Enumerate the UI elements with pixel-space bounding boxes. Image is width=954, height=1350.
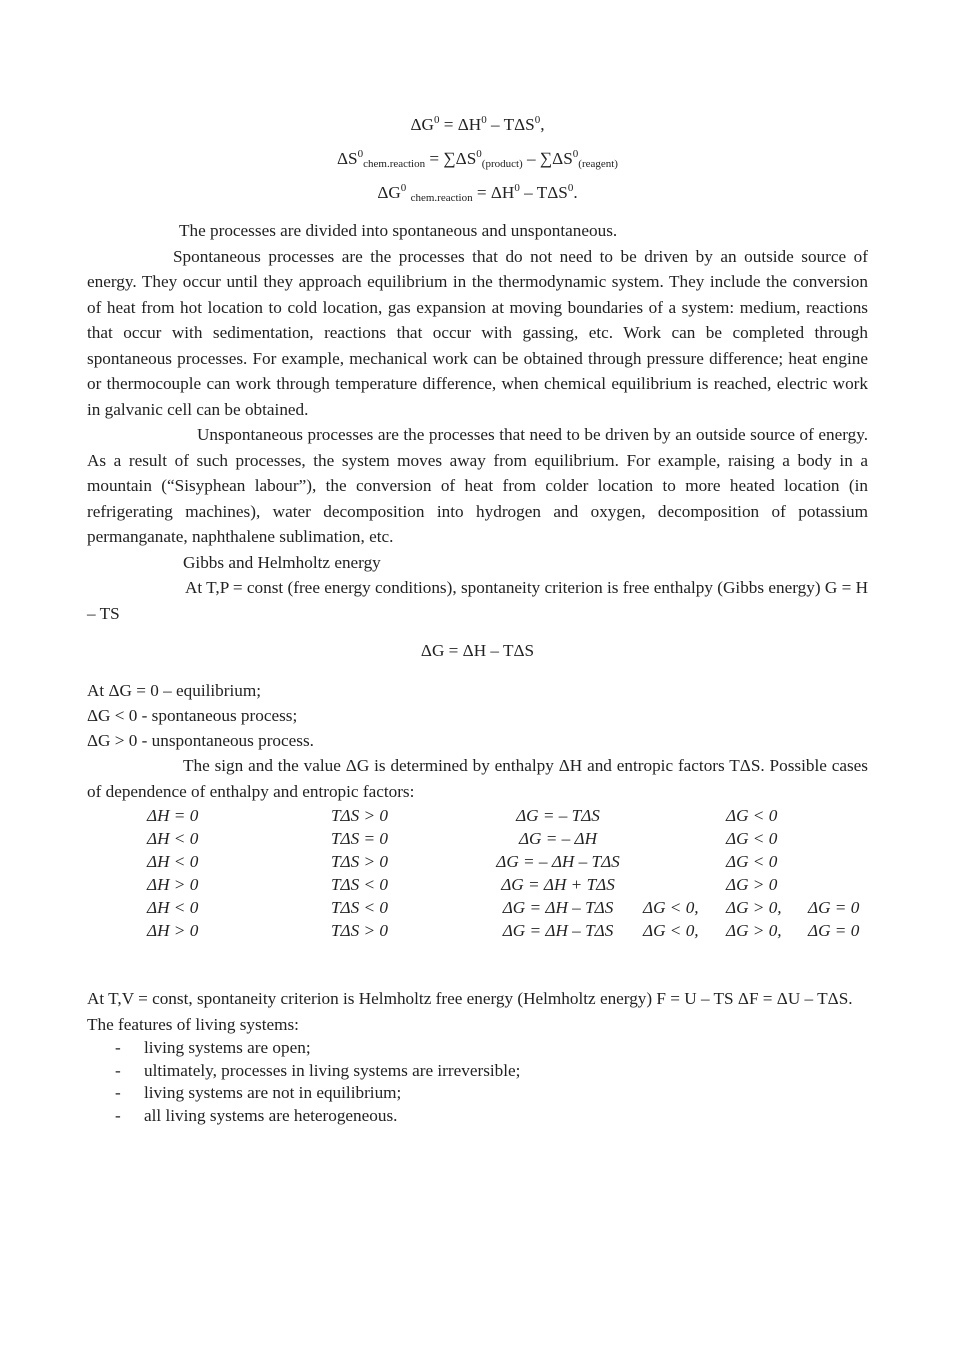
table-cell: ΔG = ΔH + TΔS (501, 875, 615, 894)
table-row (147, 804, 868, 827)
table-cell: ΔG > 0, (726, 921, 782, 940)
table-cell: ΔH > 0 (147, 921, 199, 940)
table-cell: TΔS > 0 (331, 921, 389, 940)
criterion-equilibrium: At ΔG = 0 – equilibrium; (87, 681, 261, 700)
paragraph-sign-value: The sign and the value ΔG is determined by enthalpy ΔH and entropic factors TΔS. Possible cases of dependence of enthalpy and entropic factors: (87, 756, 868, 801)
table-row (147, 850, 868, 873)
paragraph-free-enthalpy: At T,P = const (free energy conditions), spontaneity criterion is free enthalpy (Gibbs energy) G = H – TS (87, 578, 868, 623)
table-cell: ΔG = – ΔH (518, 829, 598, 848)
criteria-list (87, 678, 868, 753)
table-cell: ΔH = 0 (147, 806, 199, 825)
equation-gibbs-reaction: $\Delta G^0$ $_{chem.reaction} = \Delta H^0 - T\Delta S^0$. (377, 182, 578, 204)
table-row (147, 919, 868, 942)
table-row (147, 873, 868, 896)
paragraph-unspontaneous: Unspontaneous processes are the processes that need to be driven by an outside source of energy. As a result of such processes, the system moves away from equilibrium. For example, raising a body in a mountain (“Sisyphean labour”), the conversion of heat from colder location to more heated location (in refrigerating machines), water decomposition into hydrogen and oxygen, decomposition of potassium permanganate, naphthalene sublimation, etc. (87, 425, 868, 546)
criterion-unspontaneous: ΔG > 0 - unspontaneous process. (87, 731, 314, 750)
table-cell: ΔG > 0, (726, 898, 782, 917)
table-cell: ΔG > 0 (726, 875, 778, 894)
table-cell (808, 827, 868, 850)
table-cell: TΔS = 0 (331, 829, 389, 848)
list-item: - living systems are open; (87, 1037, 868, 1060)
table-cell: ΔH < 0 (147, 829, 199, 848)
equation-entropy-reaction: $\Delta S^0_{chem.reaction} = \sum\Delta S^0_{(product)} - \sum\Delta S^0_{(reagent)}$ (337, 148, 618, 170)
table-cell: ΔG < 0, (643, 921, 699, 940)
table-cell (643, 873, 726, 896)
table-cell: ΔH < 0 (147, 852, 199, 871)
table-cell (808, 850, 868, 873)
heading-gibbs-helmholtz: Gibbs and Helmholtz energy (183, 552, 381, 572)
cases-table (147, 804, 868, 942)
table-cell: ΔG = – ΔH – TΔS (496, 852, 620, 871)
criterion-spontaneous: ΔG < 0 - spontaneous process; (87, 706, 298, 725)
table-cell: TΔS > 0 (331, 806, 389, 825)
paragraph-spontaneous: Spontaneous processes are the processes that do not need to be driven by an outside source of energy. They occur until they approach equilibrium in the thermodynamic system. They include the conversion of heat from hot location to cold location, gas expansion at moving boundaries of a system: medium, reactions that occur with sedimentation, reactions that occur with gassing, etc. Work can be completed through spontaneous processes. For example, mechanical work can be obtained through pressure difference; heat engine or thermocouple can work through temperature difference, when chemical equilibrium is reached, electric work in galvanic cell can be obtained. (87, 246, 868, 419)
table-cell (808, 873, 868, 896)
table-cell: ΔG = – TΔS (516, 806, 600, 825)
table-cell: ΔH < 0 (147, 898, 199, 917)
table-cell (643, 804, 726, 827)
table-cell: ΔG = ΔH – TΔS (502, 921, 614, 940)
table-row (147, 827, 868, 850)
features-heading: The features of living systems: (87, 1014, 299, 1034)
equation-gibbs-standard: $\Delta G^0 = \Delta H^0 - T\Delta S^0$, (410, 114, 545, 134)
list-item: - ultimately, processes in living systems are irreversible; (87, 1060, 868, 1083)
table-cell: ΔG < 0 (726, 829, 778, 848)
table-cell (643, 827, 726, 850)
table-cell: ΔG < 0 (726, 806, 778, 825)
table-cell: ΔG < 0, (643, 898, 699, 917)
table-cell: ΔG = 0 (808, 921, 860, 940)
table-cell: TΔS > 0 (331, 852, 389, 871)
table-row (147, 896, 868, 919)
table-cell: ΔG = 0 (808, 898, 860, 917)
table-cell: TΔS < 0 (331, 898, 389, 917)
table-cell: TΔS < 0 (331, 875, 389, 894)
features-list (87, 1037, 868, 1127)
table-cell: ΔH > 0 (147, 875, 199, 894)
table-cell (808, 804, 868, 827)
list-item: - living systems are not in equilibrium; (87, 1082, 868, 1105)
document-page (87, 110, 868, 1127)
table-cell: ΔG < 0 (726, 852, 778, 871)
equation-gibbs: ΔG = ΔH – TΔS (420, 641, 535, 660)
paragraph-helmholtz: At T,V = const, spontaneity criterion is Helmholtz free energy (Helmholtz energy) F = U – TS ΔF = ΔU – TΔS. (87, 989, 853, 1008)
table-cell: ΔG = ΔH – TΔS (502, 898, 614, 917)
paragraph-process-division: The processes are divided into spontaneous and unspontaneous. (179, 221, 618, 240)
table-cell (643, 850, 726, 873)
list-item: - all living systems are heterogeneous. (87, 1105, 868, 1128)
